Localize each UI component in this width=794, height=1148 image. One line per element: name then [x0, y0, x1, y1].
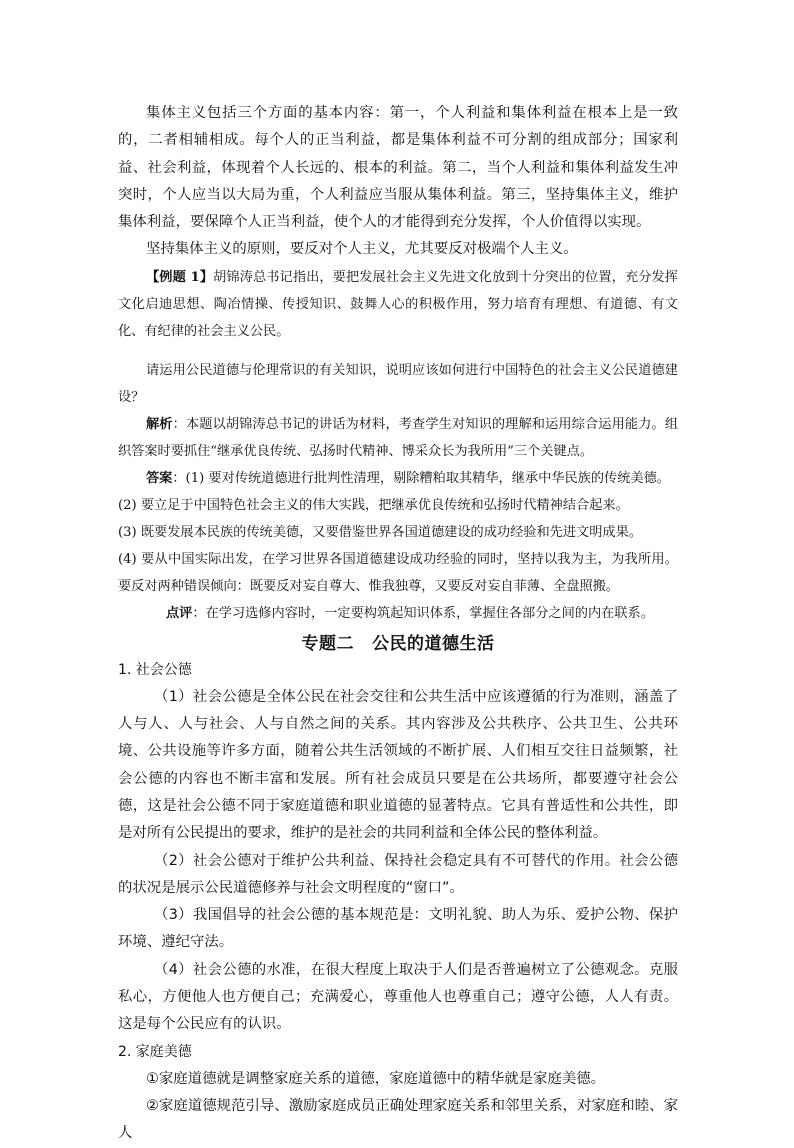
social-morality-item: （2）社会公德对于维护公共利益、保持社会稳定具有不可替代的作用。社会公德的状况是展示公民道德修养与社会文明程度的“窗口”。 — [118, 852, 678, 896]
family-virtue-item: ①家庭道德就是调整家庭关系的道德，家庭道德中的精华就是家庭美德。 — [146, 1070, 606, 1087]
topic-title — [118, 629, 678, 654]
social-morality-item: （3）我国倡导的社会公德的基本规范是：文明礼貌、助人为乐、爱护公物、保护环境、遵纪守法。 — [118, 907, 678, 951]
answer-label: 答案 — [146, 470, 173, 486]
answer-item: (4) 要从中国实际出发，在学习世界各国道德建设成功经验的同时，坚持以我为主，为我所用。要反对两种错误倾向：既要反对妄自尊大、惟我独尊，又要反对妄自菲薄、全盘照搬。 — [118, 551, 678, 594]
document-body — [118, 100, 678, 1148]
social-morality-item: （1）社会公德是全体公民在社会交往和公共生活中应该遵循的行为准则，涵盖了人与人、人与社会、人与自然之间的关系。其内容涉及公共秩序、公共卫生、公共环境、公共设施等许多方面，随着公共生活领域的不断扩展、人们相互交往日益频繁，社会公德的内容也不断丰富和发展。所有社会成员只要是在公共场所，都要遵守社会公德，这是社会公德不同于家庭道德和职业道德的显著特点。它具有普适性和公共性，即是对所有公民提出的要求，维护的是社会的共同利益和全体公民的整体利益。 — [118, 688, 678, 842]
topic-number: 专题二 — [301, 633, 354, 654]
comment-paragraph — [118, 600, 678, 627]
analysis-text: ：本题以胡锦涛总书记的讲话为材料，考查学生对知识的理解和运用综合运用能力。组织答案时要抓住“继承优良传统、弘扬时代精神、博采众长为我所用”三个关键点。 — [118, 416, 679, 459]
answer-item: (2) 要立足于中国特色社会主义的伟大实践，把继承优良传统和弘扬时代精神结合起来。 — [118, 497, 629, 513]
section-heading-family-virtue: 2. 家庭美德 — [118, 1043, 192, 1060]
comment-text: ：在学习选修内容时，一定要构筑起知识体系，掌握住各部分之间的内在联系。 — [192, 605, 654, 621]
analysis-paragraph — [118, 411, 678, 465]
answer-paragraph — [118, 465, 678, 492]
answer-item: (3) 既要发展本民族的传统美德，又要借鉴世界各国道德建设的成功经验和先进文明成果。 — [118, 524, 642, 540]
example-text: 胡锦涛总书记指出，要把发展社会主义先进文化放到十分突出的位置，充分发挥文化启迪思想、陶冶情操、传授知识、鼓舞人心的积极作用，努力培育有理想、有道德、有文化、有纪律的社会主义公民。 — [118, 269, 678, 339]
comment-label: 点评 — [166, 605, 193, 621]
family-virtue-item: ②家庭道德规范引导、激励家庭成员正确处理家庭关系和邻里关系，对家庭和睦、家人 — [118, 1097, 678, 1142]
social-morality-item: （4）社会公德的水准，在很大程度上取决于人们是否普遍树立了公德观念。克服私心，方便他人也方便自己；充满爱心，尊重他人也尊重自己；遵守公德，人人有责。这是每个公民应有的认识。 — [118, 961, 678, 1033]
example-question: 请运用公民道德与伦理常识的有关知识，说明应该如何进行中国特色的社会主义公民道德建设？ — [118, 362, 678, 405]
topic-name: 公民的道德生活 — [372, 633, 495, 654]
example-label: 【例题 1】 — [146, 269, 214, 285]
answer-text: ：(1) 要对传统道德进行批判性清理，剔除糟粕取其精华，继承中华民族的传统美德。 — [172, 470, 670, 486]
analysis-label: 解析 — [146, 416, 173, 432]
oppose-individualism-paragraph: 坚持集体主义的原则，要反对个人主义，尤其要反对极端个人主义。 — [146, 241, 578, 258]
section-heading-social-morality: 1. 社会公德 — [118, 661, 192, 678]
collectivism-paragraph: 集体主义包括三个方面的基本内容：第一，个人利益和集体利益在根本上是一致的，二者相辅相成。每个人的正当利益，都是集体利益不可分割的组成部分；国家利益、社会利益，体现着个人长远的、根本的利益。第二，当个人利益和集体利益发生冲突时，个人应当以大局为重，个人利益应当服从集体利益。第三，坚持集体主义，维护集体利益，要保障个人正当利益，使个人的才能得到充分发挥，个人价值得以实现。 — [118, 105, 678, 231]
example-paragraph — [118, 264, 678, 345]
